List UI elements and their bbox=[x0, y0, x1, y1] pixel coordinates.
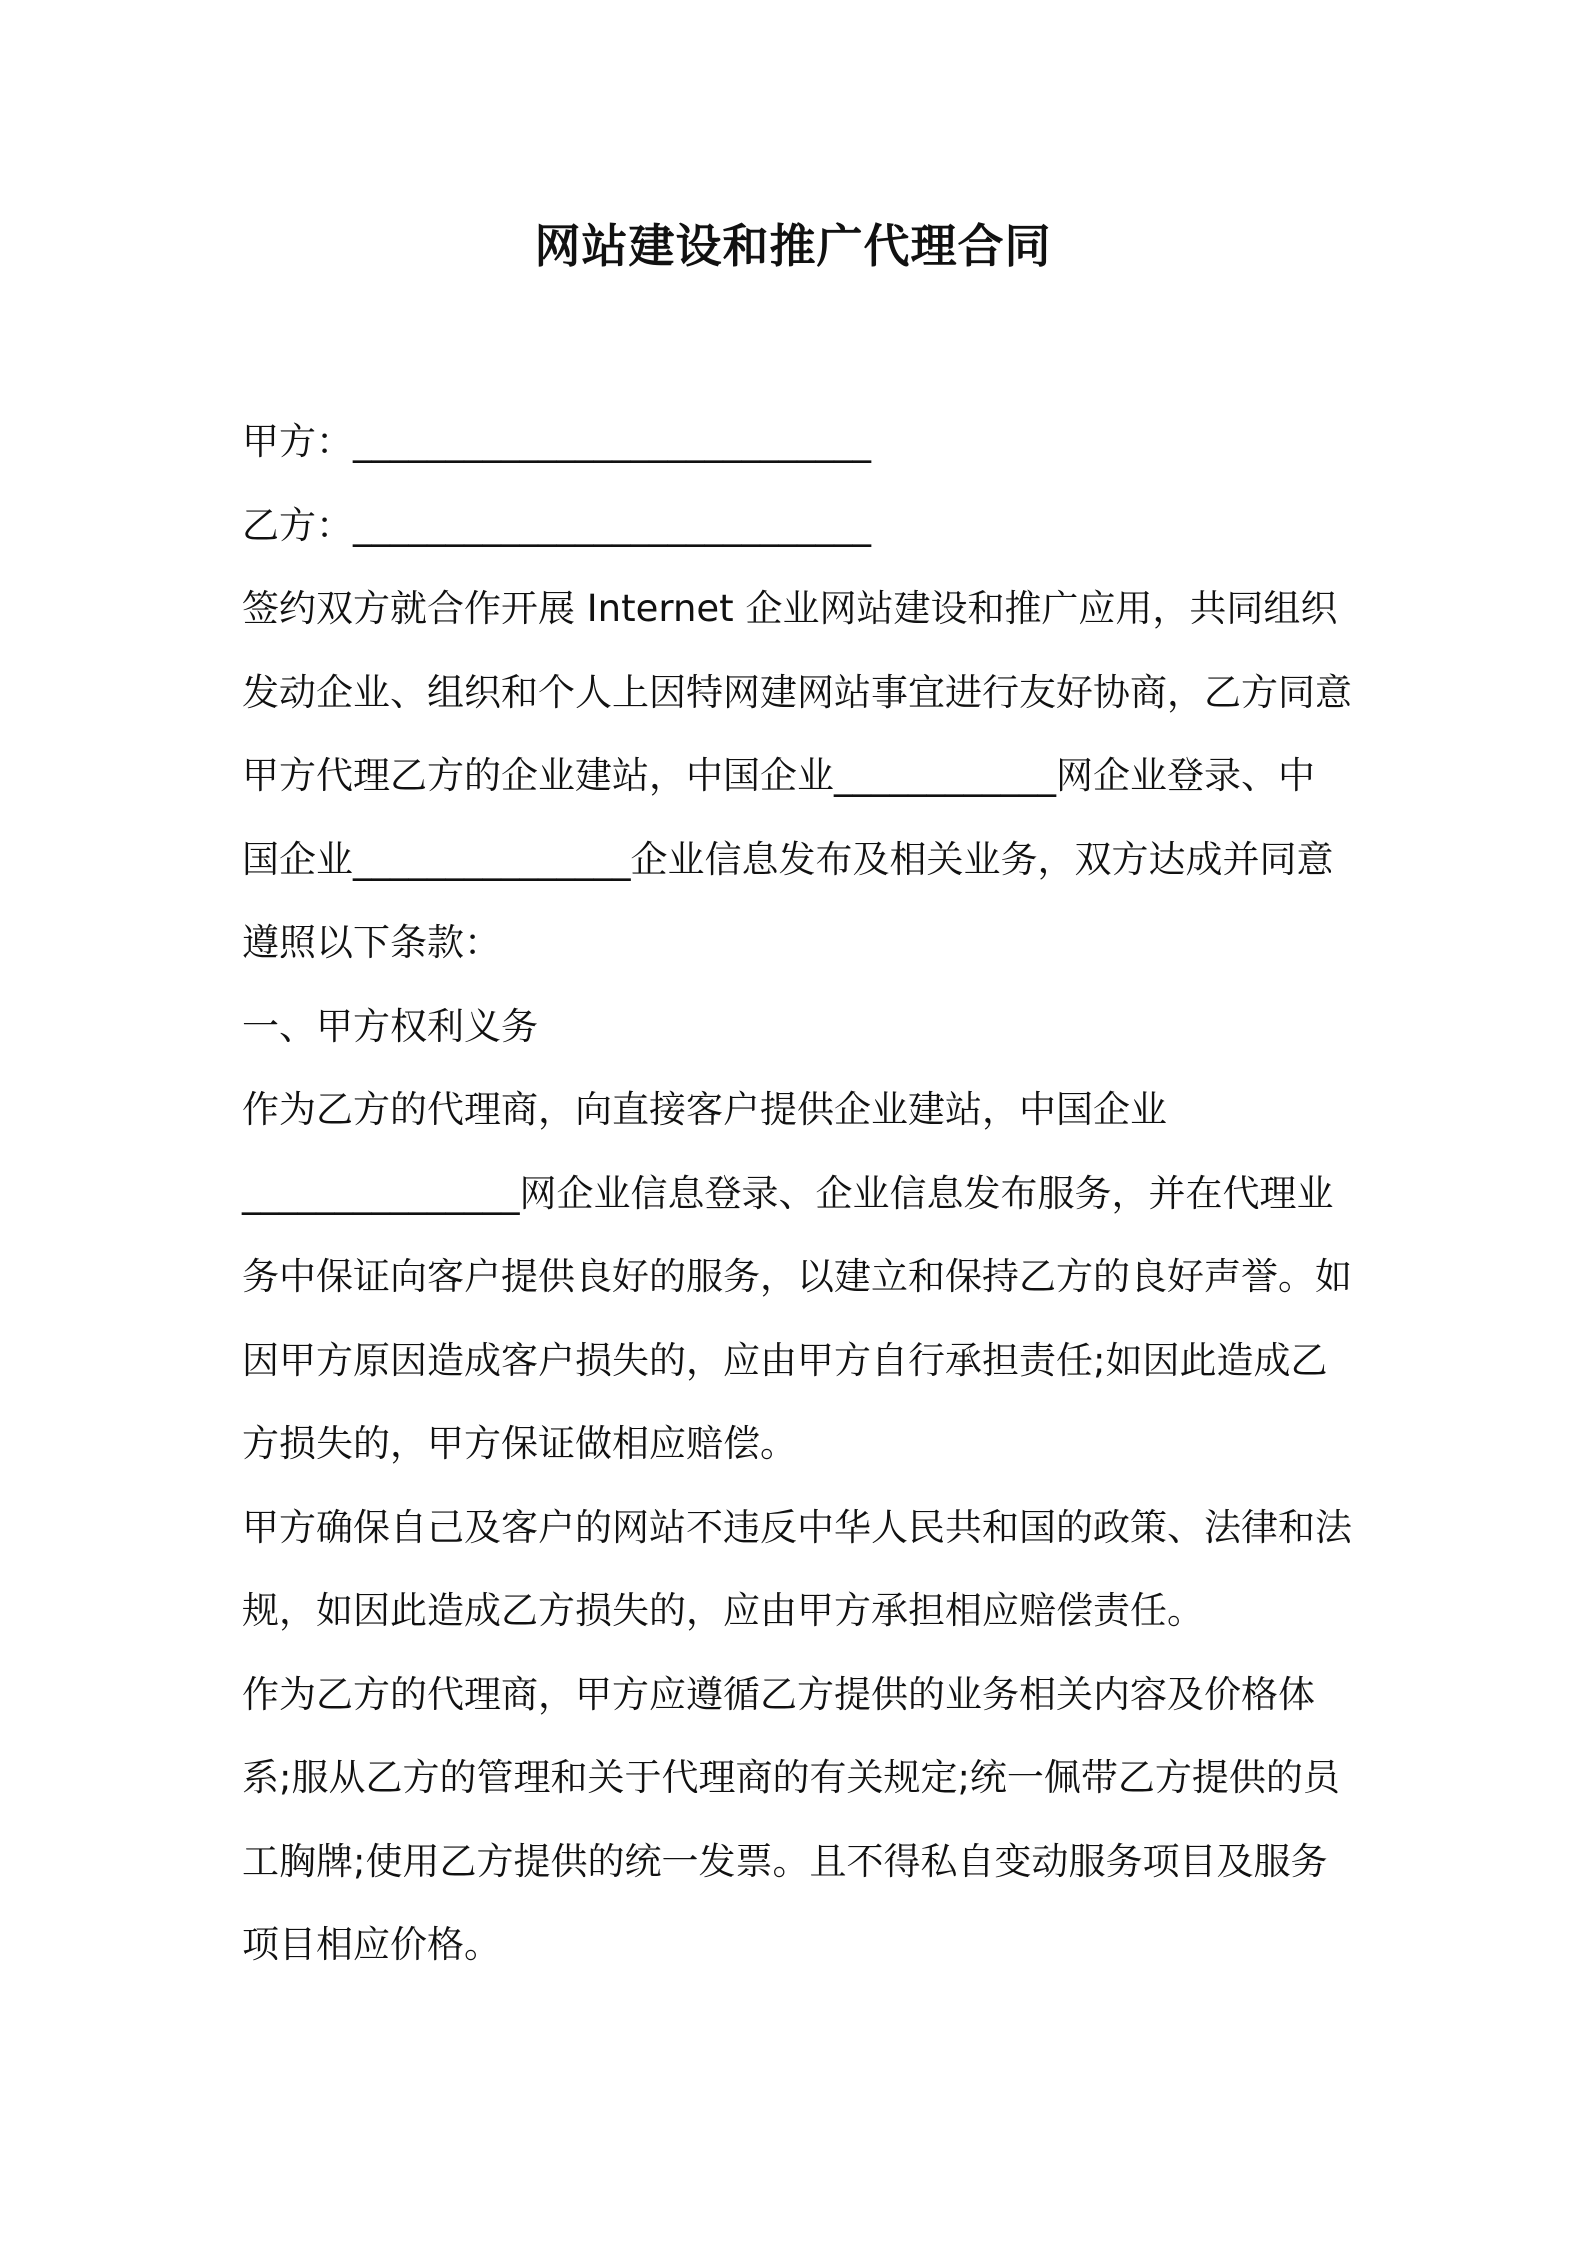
paragraph-line: 甲方确保自己及客户的网站不违反中华人民共和国的政策、法律和法 bbox=[242, 1505, 1352, 1549]
paragraph-line: 系;服从乙方的管理和关于代理商的有关规定;统一佩带乙方提供的员 bbox=[242, 1756, 1340, 1799]
party-a-line: 甲方：____________________________ bbox=[242, 420, 871, 463]
document-body bbox=[242, 400, 1362, 1987]
paragraph-line: 方损失的，甲方保证做相应赔偿。 bbox=[242, 1422, 797, 1465]
document-title: 网站建设和推广代理合同 bbox=[534, 219, 1052, 273]
paragraph-line: 国企业_______________企业信息发布及相关业务，双方达成并同意 bbox=[242, 837, 1334, 881]
paragraph-line: 项目相应价格。 bbox=[242, 1923, 501, 1966]
paragraph-line: 务中保证向客户提供良好的服务，以建立和保持乙方的良好声誉。如 bbox=[242, 1255, 1352, 1298]
section-heading: 一、甲方权利义务 bbox=[242, 1004, 538, 1048]
paragraph-line: _______________网企业信息登录、企业信息发布服务，并在代理业 bbox=[242, 1171, 1334, 1215]
paragraph-line: 工胸牌;使用乙方提供的统一发票。且不得私自变动服务项目及服务 bbox=[242, 1839, 1328, 1883]
paragraph-line: 签约双方就合作开展 Internet 企业网站建设和推广应用，共同组织 bbox=[242, 587, 1338, 630]
paragraph-line: 遵照以下条款： bbox=[242, 921, 501, 964]
paragraph-line: 发动企业、组织和个人上因特网建网站事宜进行友好协商，乙方同意 bbox=[242, 670, 1352, 714]
paragraph-line: 甲方代理乙方的企业建站，中国企业____________网企业登录、中 bbox=[242, 754, 1315, 797]
paragraph-line: 规，如因此造成乙方损失的，应由甲方承担相应赔偿责任。 bbox=[242, 1589, 1204, 1632]
party-b-line: 乙方：____________________________ bbox=[242, 503, 871, 547]
paragraph-line: 作为乙方的代理商，向直接客户提供企业建站，中国企业 bbox=[242, 1088, 1167, 1131]
paragraph-line: 作为乙方的代理商，甲方应遵循乙方提供的业务相关内容及价格体 bbox=[242, 1672, 1315, 1716]
paragraph-line: 因甲方原因造成客户损失的，应由甲方自行承担责任;如因此造成乙 bbox=[242, 1338, 1328, 1382]
